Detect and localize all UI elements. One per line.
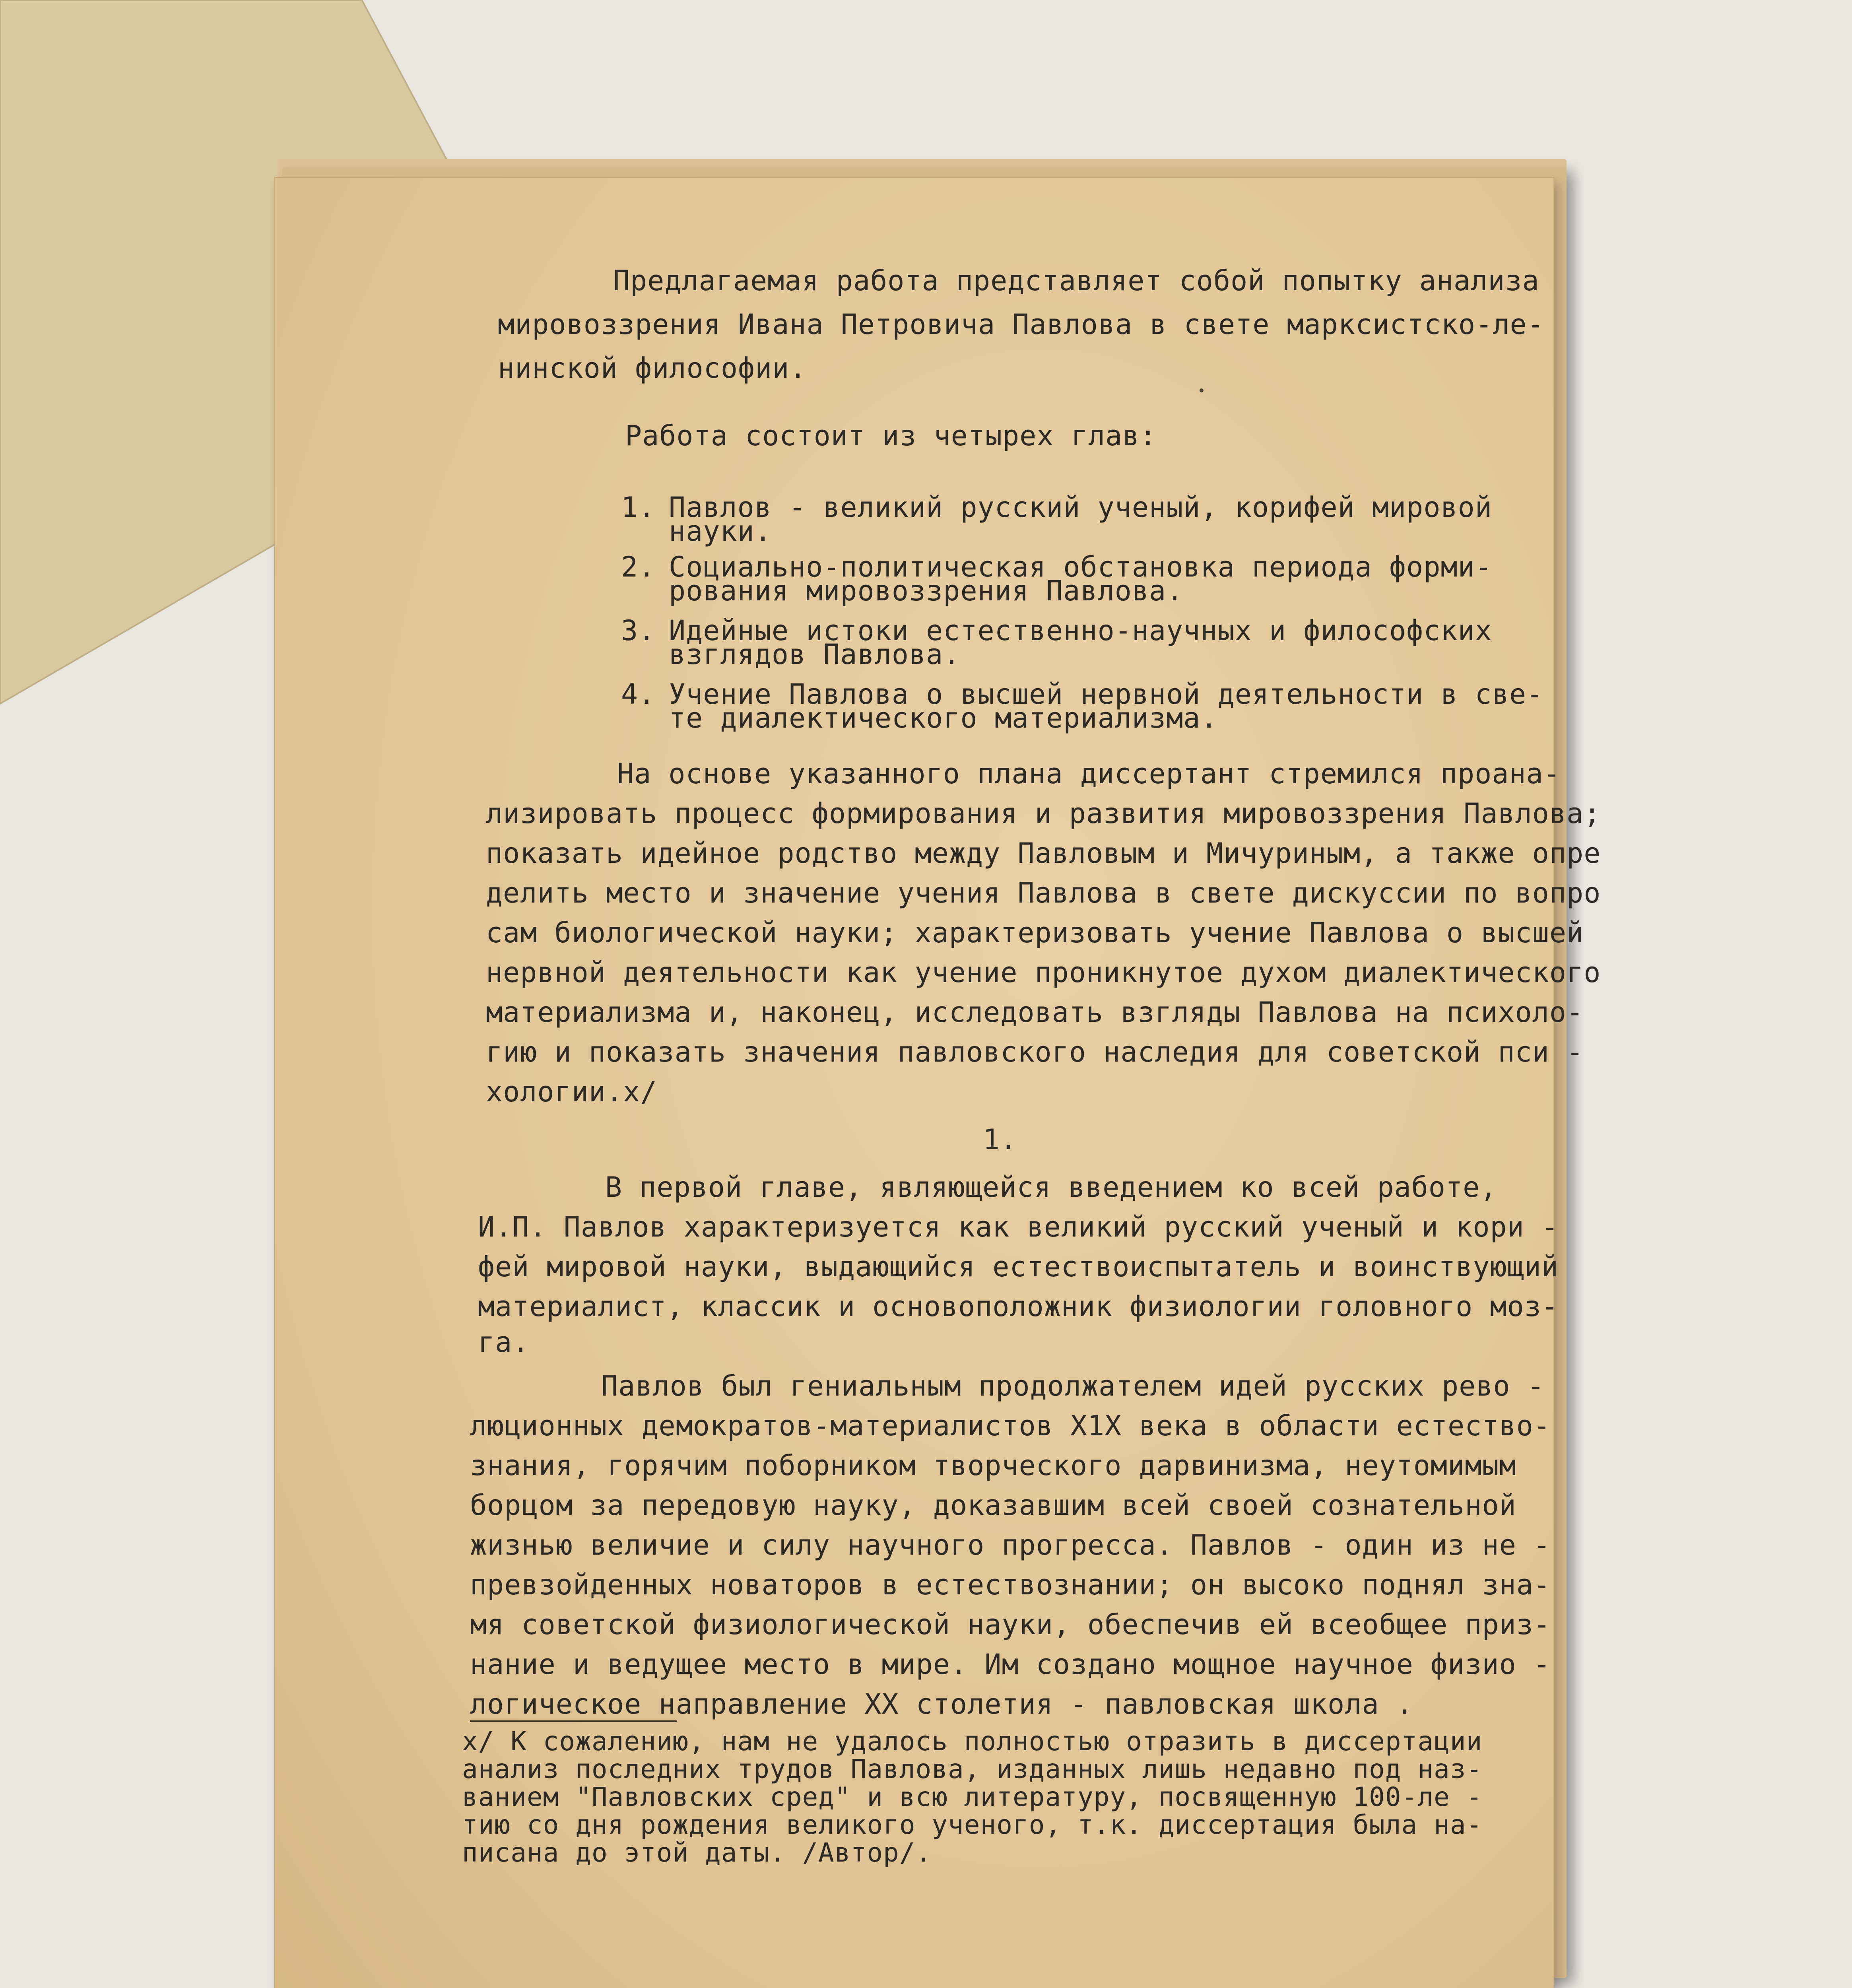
chapter-3-line-1: Идейные истоки естественно-научных и философских — [669, 614, 1492, 647]
section1-p1-line-1: В первой главе, являющейся введением ко всей работе, — [605, 1171, 1497, 1204]
plan-line-3: показать идейное родство между Павловым и Мичуриным, а также опре — [486, 837, 1601, 870]
footnote-line-2: анализ последних трудов Павлова, изданных лишь недавно под наз- — [462, 1754, 1483, 1784]
footnote-line-4: тию со дня рождения великого ученого, т.к. диссертация была на- — [462, 1809, 1483, 1840]
section1-p2-line-3: знания, горячим поборником творческого дарвинизма, неутомимым — [470, 1449, 1516, 1482]
plan-line-7: материализма и, наконец, исследовать взгляды Павлова на психоло- — [486, 996, 1584, 1029]
section1-p2-line-1: Павлов был гениальным продолжателем идей русских рево - — [601, 1370, 1545, 1402]
plan-line-6: нервной деятельности как учение проникнутое духом диалектического — [486, 956, 1601, 989]
section1-p2-line-9: логическое направление ХХ столетия - павловская школа . — [470, 1688, 1413, 1720]
section1-p2-line-4: борцом за передовую науку, доказавшим всей своей сознательной — [470, 1489, 1516, 1522]
footnote-line-3: ванием "Павловских сред" и всю литературу, посвященную 100-ле - — [462, 1782, 1483, 1812]
section1-p2-line-5: жизнью величие и силу научного прогресса. Павлов - один из не - — [470, 1529, 1551, 1561]
chapter-2-line-1: Социально-политическая обстановка периода форми- — [669, 551, 1492, 583]
intro-line-3: нинской философии. — [498, 352, 807, 384]
section1-p1-line-2: И.П. Павлов характеризуется как великий русский ученый и кори - — [478, 1211, 1559, 1243]
section1-p2-line-2: люционных демократов-материалистов Х1Х века в области естество- — [470, 1409, 1551, 1442]
chapter-3-number: 3. — [621, 614, 656, 647]
intro-line-1: Предлагаемая работа представляет собой попытку анализа — [613, 264, 1539, 297]
chapter-1-number: 1. — [621, 491, 656, 524]
plan-line-1: На основе указанного плана диссертант стремился проана- — [617, 757, 1561, 790]
ink-dot — [1200, 388, 1204, 392]
plan-line-4: делить место и значение учения Павлова в свете дискуссии по вопро — [486, 877, 1601, 909]
chapter-3-line-2: взглядов Павлова. — [669, 638, 961, 671]
plan-line-2: лизировать процесс формирования и развития мировоззрения Павлова; — [486, 797, 1601, 830]
section1-p1-line-5: га. — [478, 1326, 530, 1359]
intro-line-2: мировоззрения Ивана Петровича Павлова в свете марксистско-ле- — [498, 308, 1544, 341]
footnote-line-1: х/ К сожалению, нам не удалось полностью отразить в диссертации — [462, 1726, 1483, 1757]
section1-p2-line-6: превзойденных новаторов в естествознании; он высоко поднял зна- — [470, 1569, 1551, 1601]
chapters-heading: Работа состоит из четырех глав: — [625, 419, 1157, 452]
plan-line-9: хологии.х/ — [486, 1076, 658, 1108]
section1-p1-line-4: материалист, классик и основоположник физиологии головного моз- — [478, 1290, 1559, 1323]
chapter-2-line-2: рования мировоззрения Павлова. — [669, 575, 1184, 607]
chapter-1-line-2: науки. — [669, 515, 772, 547]
section1-p2-line-8: нание и ведущее место в мире. Им создано мощное научное физио - — [470, 1648, 1551, 1681]
plan-line-5: сам биологической науки; характеризовать учение Павлова о высшей — [486, 916, 1584, 949]
chapter-4-line-1: Учение Павлова о высшей нервной деятельности в све- — [669, 678, 1544, 711]
chapter-4-number: 4. — [621, 678, 656, 711]
chapter-1-line-1: Павлов - великий русский ученый, корифей мировой — [669, 491, 1492, 524]
chapter-4-line-2: те диалектического материализма. — [669, 702, 1218, 734]
document-page — [274, 177, 1601, 1988]
plan-line-8: гию и показать значения павловского наследия для советской пси - — [486, 1036, 1584, 1068]
footnote-separator — [470, 1720, 677, 1722]
footnote-line-5: писана до этой даты. /Автор/. — [462, 1837, 932, 1868]
section1-p2-line-7: мя советской физиологической науки, обеспечив ей всеобщее приз- — [470, 1608, 1551, 1641]
section-number: 1. — [983, 1123, 1017, 1156]
section1-p1-line-3: фей мировой науки, выдающийся естествоиспытатель и воинствующий — [478, 1250, 1559, 1283]
chapter-2-number: 2. — [621, 551, 656, 583]
